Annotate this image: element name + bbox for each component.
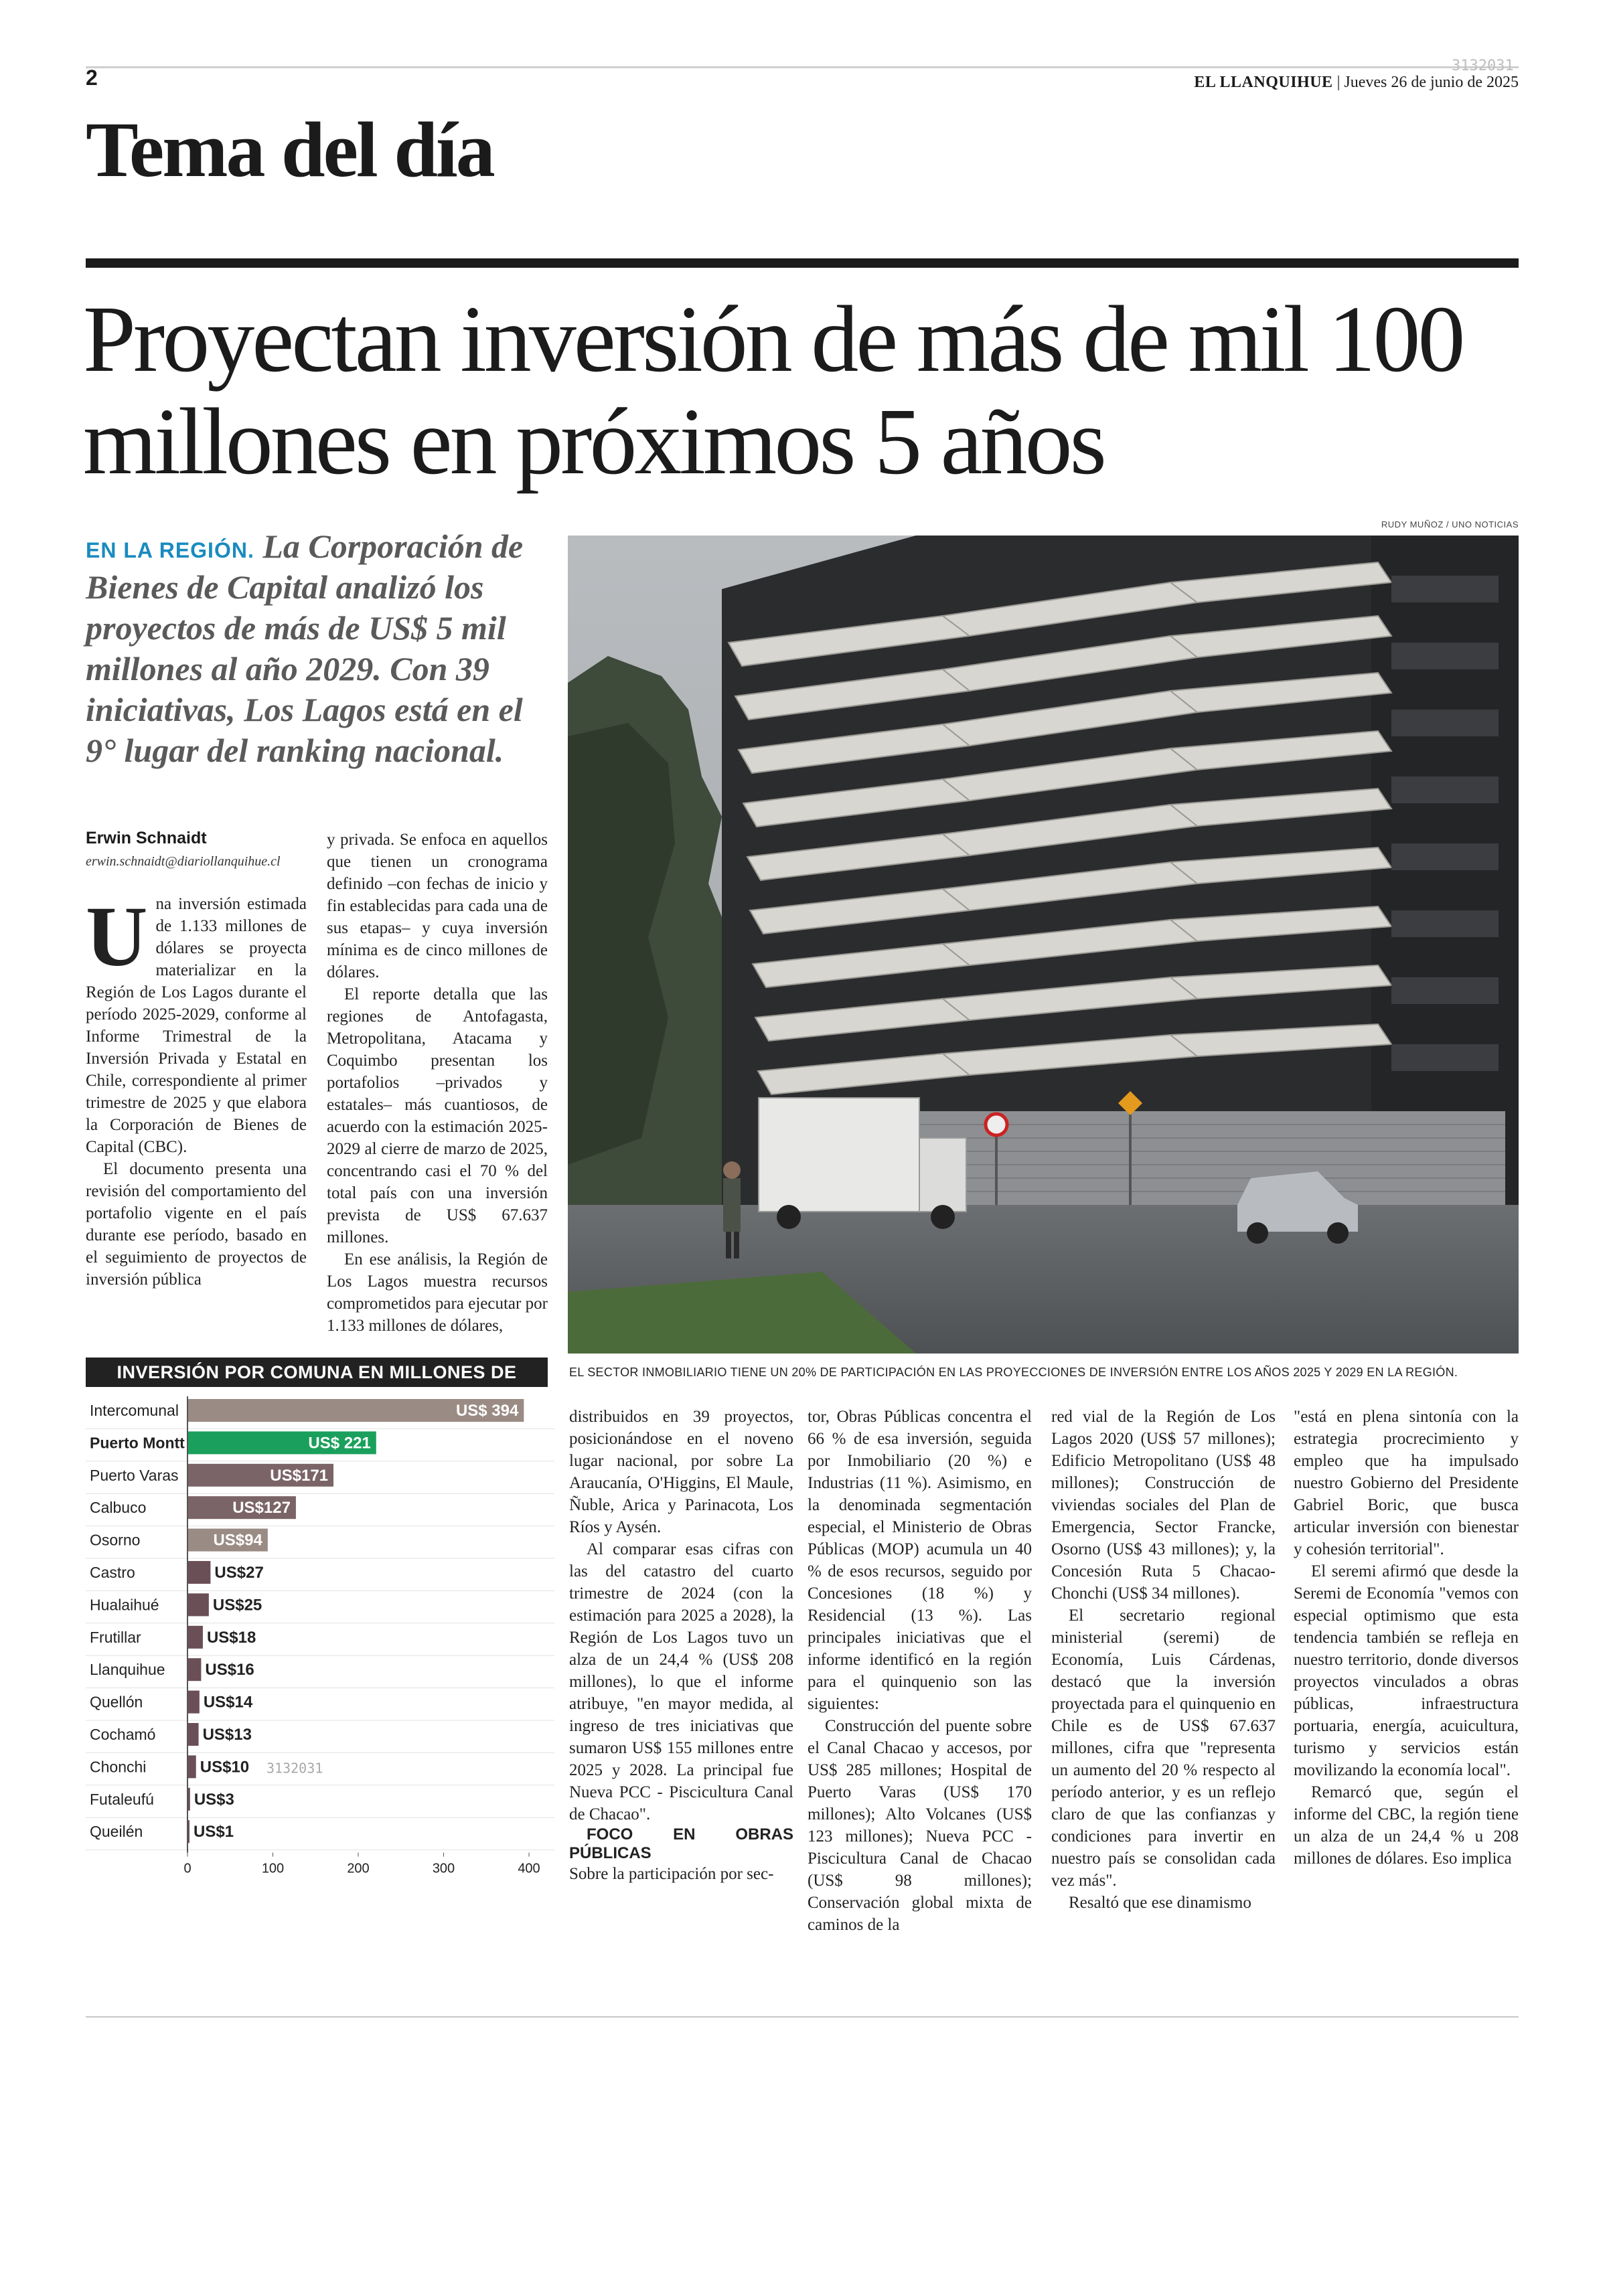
body-paragraph: Al comparar esas cifras con las del catastro del cuarto trimestre de 2024 (con la estimación para 2025 a 2028), la Región de Los Lagos tuvo un alza de un 24,4 % (US$ 208 millones), lo que el informe atribuye, "en mayor medida, al ingreso de tres iniciativas que sumaron US$ 155 millones entre 2025 y 2028. La principal fue Nueva PCC - Piscicultura Canal de Chacao". bbox=[569, 1540, 793, 1823]
body-paragraph: El seremi afirmó que desde la Seremi de Economía "vemos con especial optimismo que esta tendencia también se refleja en nuestro territorio, donde diversos proyectos vinculados a obras públicas, infraestructura portuaria, energía, acuicultura, turismo y servicios están movilizando la economía local". bbox=[1294, 1562, 1519, 1779]
category-label: Chonchi bbox=[90, 1758, 147, 1776]
section-rule bbox=[86, 258, 1519, 268]
category-label: Intercomunal bbox=[90, 1402, 179, 1419]
bar-quellón bbox=[187, 1691, 200, 1714]
bar-cochamó bbox=[187, 1723, 199, 1746]
data-label: US$25 bbox=[212, 1596, 262, 1615]
lede bbox=[86, 526, 554, 771]
category-label: Futaleufú bbox=[90, 1790, 154, 1808]
category-label: Puerto Montt bbox=[90, 1434, 185, 1452]
page-number: 2 bbox=[86, 66, 98, 90]
category-label: Hualaihué bbox=[90, 1596, 159, 1614]
bar-hualaihué bbox=[187, 1593, 209, 1616]
chart-title: INVERSIÓN POR COMUNA EN MILLONES DE bbox=[86, 1358, 548, 1387]
category-label: Llanquihue bbox=[90, 1661, 165, 1679]
body-paragraph: Construcción del puente sobre el Canal Chacao y accesos, por US$ 285 millones; Hospital de Puerto Varas (US$ 170 millones); Alto Volcanes (US$ 123 millones); Nueva PCC - Piscicultura Canal de Chacao (US$ 98 millones); Conservación global mixta de caminos de la bbox=[808, 1717, 1032, 1934]
body-column-6 bbox=[1294, 1406, 1519, 1870]
x-tick-label: 400 bbox=[518, 1861, 540, 1876]
body-paragraph: "está en plena sintonía con la estrategia procrecimiento y empleo que ha impulsado nuestro Gobierno del Presidente Gabriel Boric, que busca articular inversión con bienestar y cohesión territorial". bbox=[1294, 1408, 1519, 1558]
category-label: Quellón bbox=[90, 1693, 143, 1711]
body-column-5 bbox=[1051, 1406, 1276, 1914]
category-label: Calbuco bbox=[90, 1499, 147, 1517]
category-label: Queilén bbox=[90, 1823, 143, 1841]
data-label: US$16 bbox=[205, 1661, 254, 1679]
data-label: US$ 221 bbox=[308, 1434, 371, 1453]
body-paragraph: red vial de la Región de Los Lagos 2020 (US$ 57 millones); Edificio Metropolitano (US$ 48 millones); Construcción de viviendas sociales del Plan de Emergencia, Sector Francke, Osorno (US$ 43 millones); y, la Concesión Ruta 5 Chacao-Chonchi (US$ 34 millones). bbox=[1051, 1408, 1276, 1603]
category-label: Frutillar bbox=[90, 1628, 141, 1646]
body-column-4 bbox=[808, 1406, 1032, 1936]
body-paragraph: El reporte detalla que las regiones de Antofagasta, Metropolitana, Atacama y Coquimbo presentan los portafolios –privados y estatales– más cuantiosos, de acuerdo con la estimación 2025-2029 al cierre de marzo de 2025, concentrando casi el 70 % del total país con una inversión prevista de US$ 67.637 millones. bbox=[327, 985, 548, 1246]
chart-watermark: 3132031 bbox=[266, 1760, 323, 1777]
bar-llanquihue bbox=[187, 1658, 201, 1681]
x-tick-label: 300 bbox=[432, 1861, 455, 1876]
x-tick-label: 100 bbox=[261, 1861, 285, 1876]
author-name: Erwin Schnaidt bbox=[86, 829, 207, 847]
body-paragraph: distribuidos en 39 proyectos, posicionándose en el noveno lugar nacional, por sobre La Araucanía, O'Higgins, El Maule, Ñuble, Arica y Parinacota, Los Ríos y Aysén. bbox=[569, 1408, 793, 1536]
bar-chonchi bbox=[187, 1755, 196, 1778]
footer-rule bbox=[86, 2016, 1519, 2018]
body-column-3 bbox=[569, 1406, 793, 1885]
lede-text: La Corporación de Bienes de Capital analizó los proyectos de más de US$ 5 mil millones al año 2029. Con 39 iniciativas, Los Lagos está en el 9° lugar del ranking nacional. bbox=[86, 527, 524, 769]
author-email[interactable]: erwin.schnaidt@diariollanquihue.cl bbox=[86, 854, 281, 869]
building-photo bbox=[568, 536, 1519, 1354]
paragraph-text: na inversión estimada de 1.133 millones de dólares se proyecta materializar en la Región de Los Lagos durante el período 2025-2029, conforme al Informe Trimestral de la Inversión Privada y Estatal en Chile, correspondiente al primer trimestre de 2025 y que elabora la Corporación de Bienes de Capital (CBC). bbox=[86, 895, 307, 1156]
body-column-1 bbox=[86, 889, 307, 1291]
section-title: Tema del día bbox=[86, 106, 493, 193]
category-label: Osorno bbox=[90, 1531, 141, 1549]
publication-name: EL LLANQUIHUE bbox=[1194, 74, 1333, 91]
photo-credit: RUDY MUÑOZ / UNO NOTICIAS bbox=[1381, 519, 1519, 529]
body-paragraph: En ese análisis, la Región de Los Lagos muestra recursos comprometidos para ejecutar por 1.133 millones de dólares, bbox=[327, 1250, 548, 1335]
data-label: US$127 bbox=[232, 1499, 291, 1518]
publication-date: Jueves 26 de junio de 2025 bbox=[1344, 74, 1519, 91]
id-code: 3132031 bbox=[1452, 58, 1514, 74]
data-label: US$10 bbox=[200, 1758, 250, 1777]
x-tick-label: 200 bbox=[347, 1861, 370, 1876]
body-paragraph: Remarcó que, según el informe del CBC, la región tiene un alza de un 24,4 % u 208 millones de dólares. Eso implica bbox=[1294, 1783, 1519, 1868]
investment-bar-chart bbox=[86, 1394, 554, 1889]
data-label: US$14 bbox=[203, 1693, 253, 1712]
drop-cap: U bbox=[86, 889, 148, 984]
x-tick-label: 0 bbox=[183, 1861, 192, 1876]
body-paragraph: Resaltó que ese dinamismo bbox=[1069, 1894, 1251, 1912]
category-label: Puerto Varas bbox=[90, 1466, 179, 1484]
header-rule bbox=[86, 66, 1519, 68]
bar-frutillar bbox=[187, 1626, 203, 1649]
category-label: Castro bbox=[90, 1564, 135, 1581]
data-label: US$ 394 bbox=[455, 1402, 519, 1420]
body-paragraph: Sobre la participación por sec- bbox=[569, 1865, 774, 1883]
body-column-2 bbox=[327, 829, 548, 1337]
body-paragraph: El documento presenta una revisión del comportamiento del portafolio vigente en el país durante ese período, basado en el seguimiento de proyectos de inversión pública bbox=[86, 1160, 307, 1289]
masthead: EL LLANQUIHUE | Jueves 26 de junio de 2025 bbox=[1194, 74, 1519, 91]
photo-caption: EL SECTOR INMOBILIARIO TIENE UN 20% DE PARTICIPACIÓN EN LAS PROYECCIONES DE INVERSIÓN ENTRE LOS AÑOS 2025 Y 2029 EN LA REGIÓN. bbox=[569, 1366, 1458, 1379]
body-paragraph: tor, Obras Públicas concentra el 66 % de esa inversión, seguida por Inmobiliario (20 %) e Industrias (11 %). Asimismo, en la denominada segmentación especial, el Ministerio de Obras Públicas (MOP) acumula un 40 % de esos recursos, seguido por Concesiones (18 %) y Residencial (13 %). Las principales iniciativas que el informe identificó en la región para el quinquenio son las siguientes: bbox=[808, 1408, 1032, 1713]
data-label: US$13 bbox=[202, 1726, 252, 1744]
category-label: Cochamó bbox=[90, 1726, 156, 1743]
subhead: FOCO EN OBRAS PÚBLICAS bbox=[569, 1825, 793, 1862]
body-paragraph: El secretario regional ministerial (seremi) de Economía, Luis Cárdenas, destacó que la inversión proyectada para el quinquenio en Chile es de US$ 67.637 millones, cifra que "representa un aumento del 20 % respecto al período anterior, y es un reflejo claro de que las confianzas y condiciones para invertir en nuestro país se consolidan cada vez más". bbox=[1051, 1607, 1276, 1890]
data-label: US$27 bbox=[214, 1564, 264, 1582]
data-label: US$3 bbox=[194, 1790, 234, 1809]
data-label: US$1 bbox=[194, 1823, 234, 1841]
data-label: US$171 bbox=[270, 1466, 329, 1485]
building-photo-illustration bbox=[568, 536, 1519, 1354]
data-label: US$94 bbox=[213, 1531, 262, 1550]
data-label: US$18 bbox=[206, 1628, 256, 1647]
body-paragraph: y privada. Se enfoca en aquellos que tienen un cronograma definido –con fechas de inicio y fin establecidas para cada una de sus etapas– y cuya inversión mínima es de cinco millones de dólares. bbox=[327, 831, 548, 981]
bar-castro bbox=[187, 1561, 210, 1584]
lede-kicker: EN LA REGIÓN. bbox=[86, 538, 254, 562]
body-paragraph bbox=[86, 889, 307, 1158]
headline: Proyectan inversión de más de mil 100 millones en próximos 5 años bbox=[83, 286, 1463, 495]
